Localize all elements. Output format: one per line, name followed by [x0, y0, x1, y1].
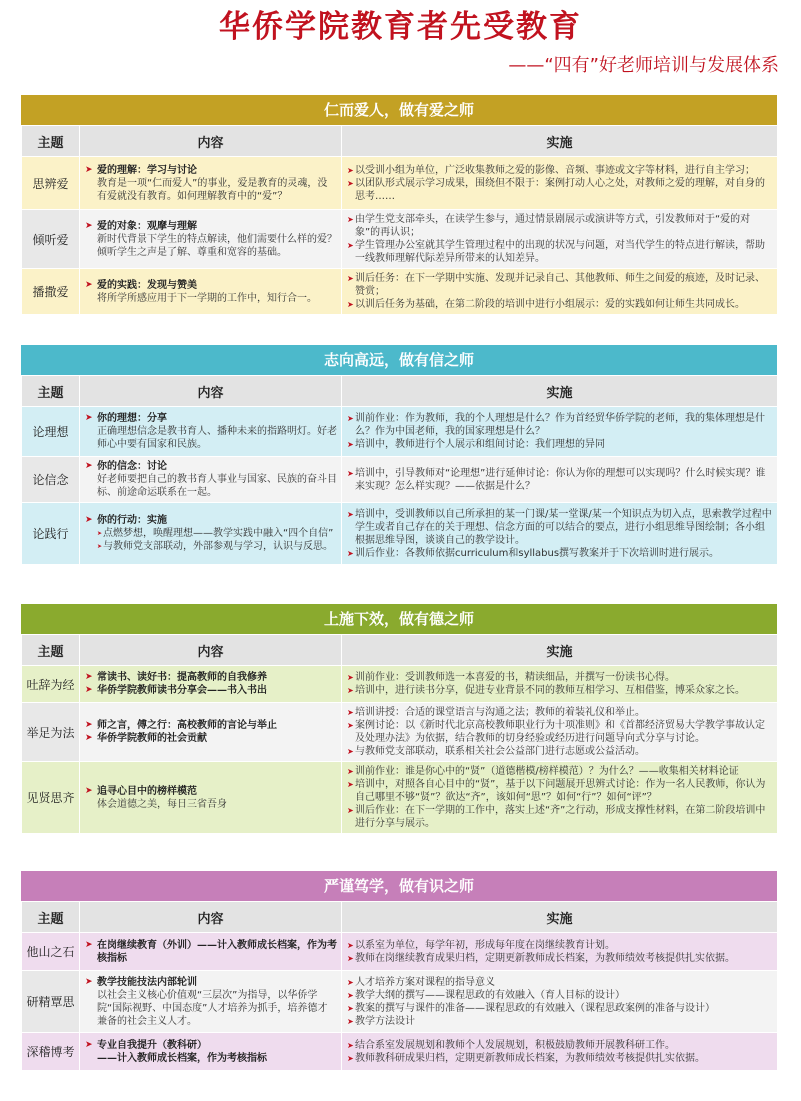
arrow-right-icon: ➤: [347, 953, 354, 963]
content-heading: ➤ 专业自我提升（教科研）: [85, 1039, 207, 1051]
section-title: 仁而爱人，做有爱之师: [21, 95, 777, 125]
arrow-right-icon: ➤: [347, 780, 354, 789]
content-heading: ➤ 爱的理解：学习与讨论: [85, 164, 197, 176]
arrow-right-icon: ➤: [85, 720, 93, 730]
table-row: [22, 933, 778, 971]
row-impl: [342, 157, 778, 210]
row-topic: 研精覃思: [22, 971, 80, 1033]
row-impl: [342, 762, 778, 834]
arrow-right-icon: ➤: [97, 530, 103, 537]
content-heading: ➤ 华侨学院教师的社会贡献: [85, 733, 207, 744]
row-content: [80, 407, 342, 457]
col-impl: 实施: [342, 126, 778, 157]
table-row: [22, 457, 778, 503]
section-love: [21, 95, 777, 315]
impl-item: ➤ 与教师党支部联动，联系相关社会公益部门进行志愿或公益活动。: [347, 746, 645, 757]
arrow-right-icon: ➤: [85, 976, 93, 987]
row-content: [80, 933, 342, 971]
arrow-right-icon: ➤: [347, 414, 354, 423]
impl-item: ➤ 教师在岗继续教育成果归档，定期更新教师成长档案，为教师绩效考核提供扎实依据。: [347, 952, 735, 964]
content-heading: ➤ 追寻心目中的榜样模范: [85, 785, 197, 797]
arrow-right-icon: ➤: [347, 241, 354, 250]
row-content: [80, 210, 342, 269]
table-header-row: [22, 902, 778, 933]
content-text: 好老师要把自己的教书育人事业与国家、民族的奋斗目标、前途命运联系在一起。: [97, 474, 337, 498]
table-row: [22, 157, 778, 210]
section-title: 严谨笃学，做有识之师: [21, 871, 777, 901]
content-heading: ➤ 在岗继续教育（外训）——计入教师成长档案，作为考核指标: [85, 939, 337, 964]
table-row: [22, 666, 778, 703]
arrow-right-icon: ➤: [347, 300, 354, 309]
impl-item: ➤ 以团队形式展示学习成果，围绕但不限于：案例打动人心之处，对教师之爱的理解，对自身的思考……: [347, 177, 765, 202]
arrow-right-icon: ➤: [85, 515, 93, 525]
impl-item: ➤ 教学大纲的撰写——课程思政的有效融入（育人目标的设计）: [347, 989, 625, 1001]
arrow-right-icon: ➤: [85, 785, 93, 796]
row-impl: [342, 503, 778, 565]
row-content: [80, 157, 342, 210]
arrow-right-icon: ➤: [347, 940, 354, 950]
arrow-right-icon: ➤: [347, 686, 354, 695]
table-row: [22, 503, 778, 565]
content-heading: ➤ 华侨学院教师读书分享会——书入书出: [85, 685, 267, 696]
row-topic: 他山之石: [22, 933, 80, 971]
row-topic: 论理想: [22, 407, 80, 457]
impl-item: ➤ 人才培养方案对课程的指导意义: [347, 976, 495, 988]
content-subitem: ➤ 点燃梦想，唤醒理想——教学实践中融入“四个自信”: [97, 528, 334, 539]
impl-item: ➤ 以训后任务为基础，在第二阶段的培训中进行小组展示：爱的实践如何让师生共同成长。: [347, 299, 745, 310]
table-header-row: [22, 126, 778, 157]
row-impl: [342, 210, 778, 269]
content-heading: ➤ 师之言，傅之行：高校教师的言论与举止: [85, 720, 277, 731]
section-belief: [21, 345, 777, 565]
arrow-right-icon: ➤: [347, 1053, 354, 1063]
arrow-right-icon: ➤: [85, 685, 93, 695]
arrow-right-icon: ➤: [85, 733, 93, 743]
arrow-right-icon: ➤: [347, 990, 354, 1000]
row-impl: [342, 933, 778, 971]
arrow-right-icon: ➤: [347, 178, 354, 188]
impl-item: ➤ 培训讲授：合适的课堂语言与沟通之法；教师的着装礼仪和举止。: [347, 707, 645, 718]
impl-item: ➤ 培训中，受训教师以自己所承担的某一门课/某一堂课/某一个知识点为切入点，思索教学过程中学生或者自己存在的关于理想、信念方面的可以结合的要点，进行小组思维导图绘制；各小组根据思维导图，谈谈自己的教学设计。: [347, 508, 772, 546]
arrow-right-icon: ➤: [85, 939, 93, 950]
row-topic: 播撒爱: [22, 269, 80, 315]
col-topic: 主题: [22, 902, 80, 933]
col-topic: 主题: [22, 376, 80, 407]
row-impl: [342, 407, 778, 457]
col-impl: 实施: [342, 635, 778, 666]
row-topic: 见贤思齐: [22, 762, 80, 834]
arrow-right-icon: ➤: [347, 977, 354, 987]
arrow-right-icon: ➤: [347, 806, 354, 815]
content-heading: ➤ 你的理想：分享: [85, 413, 167, 424]
col-topic: 主题: [22, 635, 80, 666]
impl-item: ➤ 教学方法设计: [347, 1015, 415, 1027]
arrow-right-icon: ➤: [347, 721, 354, 730]
row-content: [80, 971, 342, 1033]
impl-item: ➤ 教师教科研成果归档，定期更新教师成长档案，为教师绩效考核提供扎实依据。: [347, 1052, 705, 1064]
section-knowledge: [21, 871, 777, 1071]
impl-item: ➤ 以系室为单位，每学年初，形成每年度在岗继续教育计划。: [347, 939, 615, 951]
row-content: [80, 762, 342, 834]
content-heading: ➤ 爱的实践：发现与赞美: [85, 279, 197, 291]
section-title: 上施下效，做有德之师: [21, 604, 777, 634]
arrow-right-icon: ➤: [347, 440, 354, 449]
col-content: 内容: [80, 126, 342, 157]
section-table: [21, 375, 778, 565]
impl-item: ➤ 训前作业：受训教师选一本喜爱的书，精读细品，并撰写一份读书心得。: [347, 672, 675, 683]
row-content: [80, 457, 342, 503]
arrow-right-icon: ➤: [347, 468, 354, 478]
content-text: 正确理想信念是教书育人、播种未来的指路明灯。好老师心中要有国家和民族。: [97, 426, 337, 450]
arrow-right-icon: ➤: [347, 747, 354, 756]
section-title: 志向高远，做有信之师: [21, 345, 777, 375]
col-content: 内容: [80, 902, 342, 933]
impl-item: ➤ 训前作业：作为教师，我的个人理想是什么？作为首经贸华侨学院的老师，我的集体理想是什么？作为中国老师，我的国家理想是什么？: [347, 413, 765, 437]
row-content: [80, 703, 342, 762]
impl-item: ➤ 训前作业：谁是你心中的“贤”（道德楷模/榜样模范）？为什么？——收集相关材料论证: [347, 766, 739, 777]
row-content: [80, 666, 342, 703]
row-impl: [342, 1033, 778, 1071]
impl-item: ➤ 训后作业：各教师依据curriculum和syllabus撰写教案并于下次培训时进行展示。: [347, 547, 720, 559]
row-content: [80, 269, 342, 315]
row-impl: [342, 457, 778, 503]
impl-item: ➤ 由学生党支部牵头，在读学生参与，通过情景剧展示或演讲等方式，引发教师对于“爱的对象”的再认识；: [347, 214, 751, 238]
arrow-right-icon: ➤: [85, 220, 93, 231]
arrow-right-icon: ➤: [347, 165, 354, 175]
content-heading: ➤ 你的信念：讨论: [85, 461, 167, 472]
section-table: [21, 125, 778, 315]
table-header-row: [22, 376, 778, 407]
row-topic: 举足为法: [22, 703, 80, 762]
impl-item: ➤ 教案的撰写与课件的准备——课程思政的有效融入（课程思政案例的准备与设计）: [347, 1002, 715, 1014]
content-subitem: ➤ 与教师党支部联动，外部参观与学习，认识与反思。: [97, 541, 333, 552]
arrow-right-icon: ➤: [97, 543, 103, 550]
impl-item: ➤ 训后作业：在下一学期的工作中，落实上述“齐”之行动，形成支撑性材料，在第二阶段培训中进行分享与展示。: [347, 805, 766, 829]
row-topic: 吐辞为经: [22, 666, 80, 703]
arrow-right-icon: ➤: [347, 548, 354, 558]
row-topic: 倾听爱: [22, 210, 80, 269]
table-row: [22, 210, 778, 269]
impl-item: ➤ 训后任务：在下一学期中实施、发现并记录自己、其他教师、师生之间爱的痕迹，及时记录、赞赏；: [347, 273, 765, 297]
arrow-right-icon: ➤: [85, 672, 93, 682]
arrow-right-icon: ➤: [85, 461, 93, 471]
row-impl: [342, 269, 778, 315]
impl-item: ➤ 培训中，引导教师对“论理想”进行延伸讨论：你认为你的理想可以实现吗？什么时候实现？谁来实现？怎么样实现？——依据是什么？: [347, 467, 766, 492]
table-row: [22, 703, 778, 762]
section-table: [21, 634, 778, 834]
impl-item: ➤ 培训中，进行读书分享，促进专业背景不同的教师互相学习、互相借鉴，博采众家之长。: [347, 685, 745, 696]
row-content: [80, 503, 342, 565]
row-impl: [342, 666, 778, 703]
table-row: [22, 269, 778, 315]
col-topic: 主题: [22, 126, 80, 157]
arrow-right-icon: ➤: [85, 164, 93, 175]
table-row: [22, 971, 778, 1033]
col-impl: 实施: [342, 376, 778, 407]
impl-item: ➤ 结合系室发展规划和教师个人发展规划，积极鼓励教师开展教科研工作。: [347, 1039, 675, 1051]
col-content: 内容: [80, 635, 342, 666]
arrow-right-icon: ➤: [347, 1016, 354, 1026]
impl-item: ➤ 案例讨论：以《新时代北京高校教师职业行为十项准则》和《首都经济贸易大学教学事故认定及处理办法》为依据，结合教师的切身经验或经历进行问题导向式分享与讨论。: [347, 720, 765, 744]
row-impl: [342, 971, 778, 1033]
arrow-right-icon: ➤: [347, 215, 354, 224]
arrow-right-icon: ➤: [85, 1039, 93, 1050]
arrow-right-icon: ➤: [347, 274, 354, 283]
section-virtue: [21, 604, 777, 834]
content-text: 将所学所感应用于下一学期的工作中，知行合一。: [97, 292, 317, 304]
arrow-right-icon: ➤: [347, 708, 354, 717]
row-topic: 思辨爱: [22, 157, 80, 210]
col-impl: 实施: [342, 902, 778, 933]
table-row: [22, 762, 778, 834]
page-subtitle: ——“四有”好老师培训与发展体系: [508, 55, 779, 76]
arrow-right-icon: ➤: [85, 279, 93, 290]
content-text: 以社会主义核心价值观“三层次”为指导，以华侨学院“国际视野、中国态度”人才培养为抓手，培养德才兼备的社会主义人才。: [97, 989, 328, 1027]
col-content: 内容: [80, 376, 342, 407]
content-heading: ➤ 常读书、读好书：提高教师的自我修养: [85, 672, 267, 683]
section-table: [21, 901, 778, 1071]
content-text: 体会道德之美，每日三省吾身: [97, 798, 227, 810]
row-content: [80, 1033, 342, 1071]
row-topic: 论信念: [22, 457, 80, 503]
row-topic: 论践行: [22, 503, 80, 565]
arrow-right-icon: ➤: [347, 1003, 354, 1013]
impl-item: ➤ 培训中，教师进行个人展示和组间讨论：我们理想的异同: [347, 439, 605, 450]
arrow-right-icon: ➤: [347, 1040, 354, 1050]
impl-item: ➤ 学生管理办公室就其学生管理过程中的出现的状况与问题，对当代学生的特点进行解读，帮助一线教师理解代际差异所带来的认知差异。: [347, 240, 765, 264]
arrow-right-icon: ➤: [347, 673, 354, 682]
row-impl: [342, 703, 778, 762]
table-row: [22, 407, 778, 457]
arrow-right-icon: ➤: [347, 509, 354, 519]
row-topic: 深稽博考: [22, 1033, 80, 1071]
content-text: ——计入教师成长档案，作为考核指标: [97, 1052, 267, 1064]
impl-item: ➤ 培训中，对照各自心目中的“贤”，基于以下问题展开思辨式讨论：作为一名人民教师，你认为自己哪里不够“贤”？欲达“齐”，该如何“思”？如何“行”？如何“评”？: [347, 779, 766, 803]
content-heading: ➤ 教学技能技法内部轮训: [85, 976, 197, 988]
content-text: 新时代背景下学生的特点解读，他们需要什么样的爱？倾听学生之声是了解、尊重和宽容的基础。: [97, 233, 337, 258]
table-row: [22, 1033, 778, 1071]
arrow-right-icon: ➤: [347, 767, 354, 776]
table-header-row: [22, 635, 778, 666]
page-title: 华侨学院教育者先受教育: [219, 9, 582, 45]
impl-item: ➤ 以受训小组为单位，广泛收集教师之爱的影像、音频、事迹或文字等材料，进行自主学习；: [347, 164, 755, 176]
content-heading: ➤ 你的行动：实施: [85, 515, 167, 526]
arrow-right-icon: ➤: [85, 413, 93, 423]
content-heading: ➤ 爱的对象：观摩与理解: [85, 220, 197, 232]
content-text: 教育是一项“仁而爱人”的事业，爱是教育的灵魂，没有爱就没有教育。如何理解教育中的“爱”？: [97, 177, 328, 202]
